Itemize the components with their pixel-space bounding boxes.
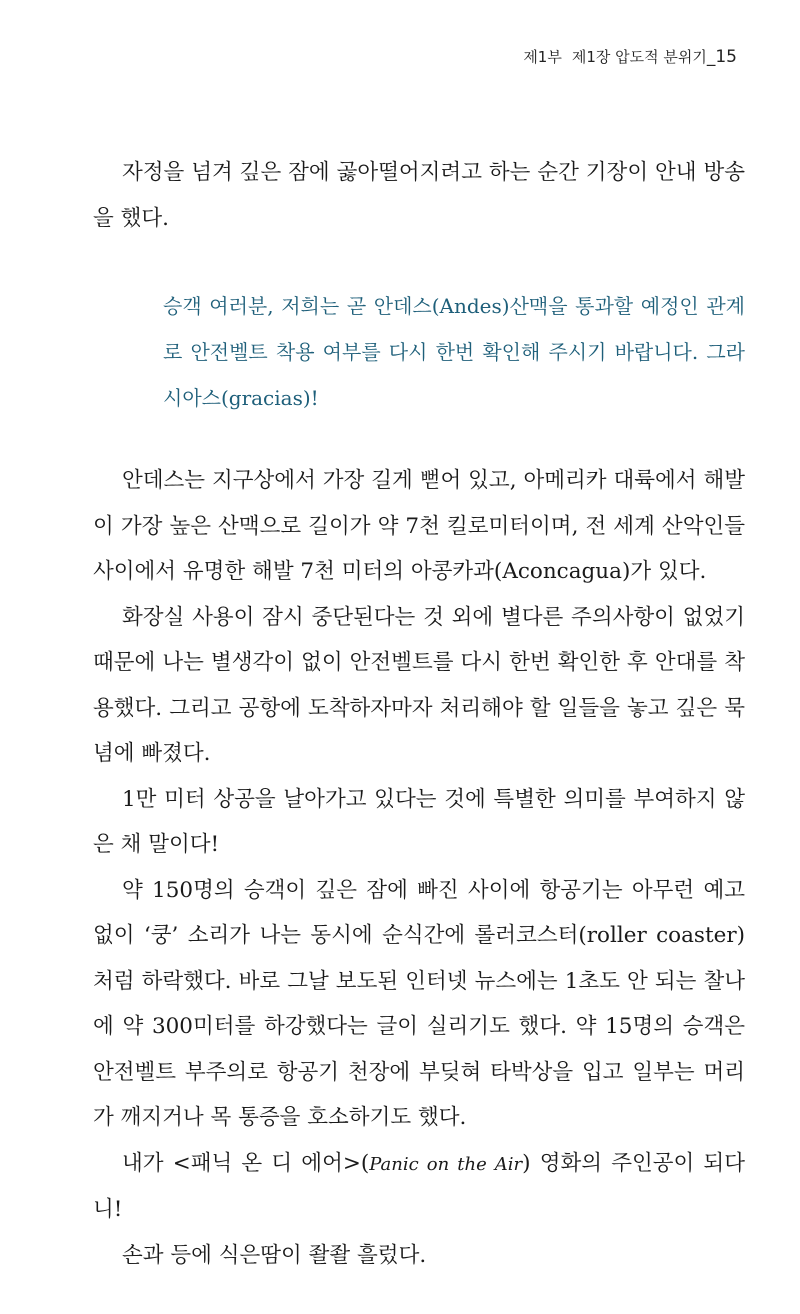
paragraph: 자정을 넘겨 깊은 잠에 곯아떨어지려고 하는 순간 기장이 안내 방송을 했다. (93, 160, 745, 231)
movie-title-english: Panic on the Air (369, 1153, 523, 1175)
running-head-underscore: _ (706, 47, 716, 67)
announcement-text: 승객 여러분, 저희는 곧 안데스(Andes)산맥을 통과할 예정인 관계로 안전벨트 착용 여부를 다시 한번 확인해 주시기 바랍니다. 그라시아스(gracias)! (163, 294, 745, 410)
paragraph-movie (93, 1141, 745, 1233)
paragraph: 1만 미터 상공을 날아가고 있다는 것에 특별한 의미를 부여하지 않은 채 말이다! (93, 786, 745, 857)
body-text-top (93, 150, 745, 241)
running-head-chapter: 제1장 압도적 분위기 (571, 48, 707, 66)
paragraph: 화장실 사용이 잠시 중단된다는 것 외에 별다른 주의사항이 없었기 때문에 나는 별생각이 없이 안전벨트를 다시 한번 확인한 후 안대를 착용했다. 그리고 공항에 도착하자마자 처리해야 할 일들을 놓고 깊은 묵념에 빠졌다. (93, 604, 745, 766)
paragraph: 안데스는 지구상에서 가장 길게 뻗어 있고, 아메리카 대륙에서 해발이 가장 높은 산맥으로 길이가 약 7천 킬로미터이며, 전 세계 산악인들 사이에서 유명한 해발 7천 미터의 아콩카과(Aconcagua)가 있다. (93, 468, 745, 584)
movie-line-after: ) 영화의 주인공이 되다니! (93, 1150, 745, 1222)
captain-announcement (163, 283, 745, 421)
paragraph: 손과 등에 식은땀이 좔좔 흘렀다. (122, 1242, 427, 1268)
running-head-part: 제1부 (523, 48, 562, 66)
paragraph: 약 150명의 승객이 깊은 잠에 빠진 사이에 항공기는 아무런 예고 없이 ‘쿵’ 소리가 나는 동시에 순식간에 롤러코스터(roller coaster)처럼 하락했다. 바로 그날 보도된 인터넷 뉴스에는 1초도 안 되는 찰나에 약 300미터를 하강했다는 글이 실리기도 했다. 약 15명의 승객은 안전벨트 부주의로 항공기 천장에 부딪혀 타박상을 입고 일부는 머리가 깨지거나 목 통증을 호소하기도 했다. (93, 877, 745, 1130)
running-head (523, 46, 737, 67)
movie-line-before: 내가 <패닉 온 디 에어>( (122, 1150, 370, 1176)
body-text-main (93, 458, 745, 1278)
page-number: 15 (715, 47, 737, 67)
